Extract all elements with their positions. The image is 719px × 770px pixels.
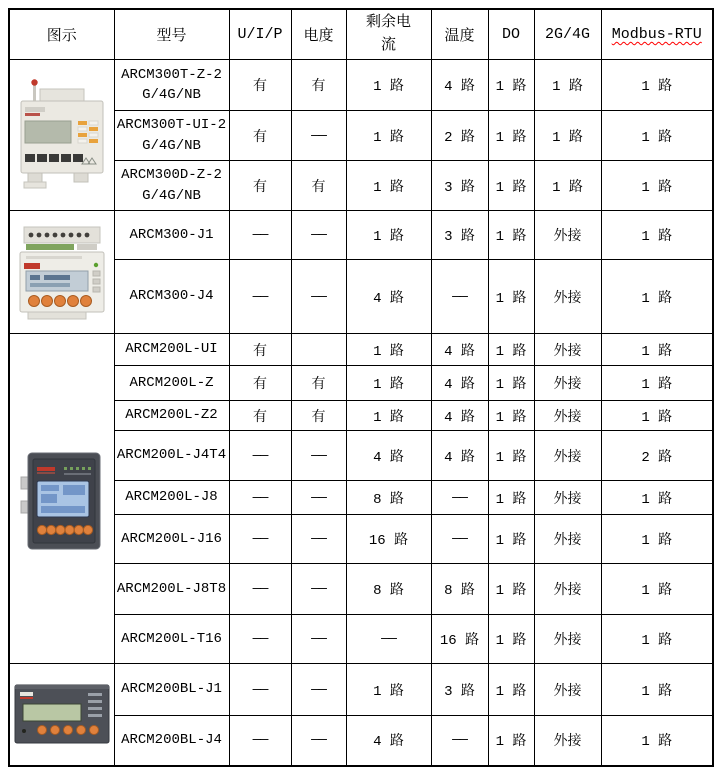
network-cell: 外接 <box>534 260 601 334</box>
network-cell: 外接 <box>534 716 601 766</box>
residual-current-cell: 1 路 <box>346 366 431 401</box>
temperature-cell: 4 路 <box>431 334 488 366</box>
table-row <box>9 515 713 564</box>
model-cell: ARCM200BL-J4 <box>114 716 229 766</box>
col-header-do: DO <box>488 9 534 60</box>
uip-cell: 有 <box>229 111 291 161</box>
temperature-cell: 4 路 <box>431 431 488 481</box>
modbus-cell: 1 路 <box>601 515 713 564</box>
table-row <box>9 260 713 334</box>
modbus-cell: 1 路 <box>601 564 713 615</box>
energy-cell: —— <box>291 564 346 615</box>
do-cell: 1 路 <box>488 211 534 260</box>
uip-cell: 有 <box>229 161 291 211</box>
temperature-cell: 4 路 <box>431 60 488 111</box>
modbus-rtu-label: Modbus-RTU <box>611 26 702 43</box>
col-header-modbus-rtu <box>601 9 713 60</box>
device-image-arcm200l-panel-meter <box>20 443 104 555</box>
temperature-cell: 16 路 <box>431 615 488 664</box>
table-row <box>9 716 713 766</box>
modbus-cell: 2 路 <box>601 431 713 481</box>
residual-current-label: 剩余电流 <box>366 14 412 54</box>
residual-current-cell: 16 路 <box>346 515 431 564</box>
temperature-cell: 2 路 <box>431 111 488 161</box>
energy-cell: 有 <box>291 401 346 431</box>
model-cell: ARCM300D-Z-2G/4G/NB <box>114 161 229 211</box>
device-spec-table <box>8 8 714 767</box>
network-cell: 外接 <box>534 615 601 664</box>
do-cell: 1 路 <box>488 481 534 515</box>
col-header-model: 型号 <box>114 9 229 60</box>
network-cell: 1 路 <box>534 111 601 161</box>
model-cell: ARCM200L-Z2 <box>114 401 229 431</box>
temperature-cell: 8 路 <box>431 564 488 615</box>
energy-cell: 有 <box>291 60 346 111</box>
model-cell: ARCM200L-J16 <box>114 515 229 564</box>
device-image-cell <box>9 334 114 664</box>
network-cell: 外接 <box>534 481 601 515</box>
table-row <box>9 431 713 481</box>
residual-current-cell: 8 路 <box>346 564 431 615</box>
residual-current-cell: 1 路 <box>346 161 431 211</box>
modbus-cell: 1 路 <box>601 161 713 211</box>
uip-cell: —— <box>229 564 291 615</box>
do-cell: 1 路 <box>488 161 534 211</box>
energy-cell: —— <box>291 716 346 766</box>
network-cell: 外接 <box>534 366 601 401</box>
uip-cell: —— <box>229 716 291 766</box>
modbus-cell: 1 路 <box>601 664 713 716</box>
do-cell: 1 路 <box>488 515 534 564</box>
uip-cell: —— <box>229 664 291 716</box>
network-cell: 外接 <box>534 334 601 366</box>
network-cell: 外接 <box>534 664 601 716</box>
temperature-cell: 3 路 <box>431 211 488 260</box>
modbus-cell: 1 路 <box>601 334 713 366</box>
temperature-cell: 3 路 <box>431 664 488 716</box>
modbus-cell: 1 路 <box>601 481 713 515</box>
energy-cell: —— <box>291 111 346 161</box>
network-cell: 1 路 <box>534 60 601 111</box>
model-cell: ARCM200L-Z <box>114 366 229 401</box>
network-cell: 1 路 <box>534 161 601 211</box>
do-cell: 1 路 <box>488 366 534 401</box>
residual-current-cell: 1 路 <box>346 60 431 111</box>
col-header-energy: 电度 <box>291 9 346 60</box>
energy-cell: —— <box>291 260 346 334</box>
do-cell: 1 路 <box>488 564 534 615</box>
energy-cell: 有 <box>291 161 346 211</box>
network-cell: 外接 <box>534 211 601 260</box>
do-cell: 1 路 <box>488 716 534 766</box>
modbus-cell: 1 路 <box>601 716 713 766</box>
temperature-cell: —— <box>431 716 488 766</box>
residual-current-cell: 1 路 <box>346 334 431 366</box>
do-cell: 1 路 <box>488 111 534 161</box>
table-row <box>9 664 713 716</box>
table-row <box>9 60 713 111</box>
table-row <box>9 211 713 260</box>
table-row <box>9 401 713 431</box>
uip-cell: —— <box>229 211 291 260</box>
network-cell: 外接 <box>534 431 601 481</box>
energy-cell: —— <box>291 211 346 260</box>
residual-current-cell: 1 路 <box>346 401 431 431</box>
energy-cell: —— <box>291 515 346 564</box>
table-row <box>9 111 713 161</box>
uip-cell: 有 <box>229 366 291 401</box>
table-row <box>9 334 713 366</box>
uip-cell: 有 <box>229 60 291 111</box>
col-header-uip: U/I/P <box>229 9 291 60</box>
model-cell: ARCM200L-T16 <box>114 615 229 664</box>
residual-current-cell: 4 路 <box>346 716 431 766</box>
device-image-cell <box>9 211 114 334</box>
table-row <box>9 564 713 615</box>
residual-current-cell: 4 路 <box>346 260 431 334</box>
model-cell: ARCM200L-UI <box>114 334 229 366</box>
device-image-arcm200bl-controller <box>12 681 112 747</box>
device-image-arcm300j-din-meter <box>14 219 110 325</box>
device-image-arcm300-din-meter-antenna <box>16 76 108 194</box>
residual-current-cell: —— <box>346 615 431 664</box>
temperature-cell: —— <box>431 481 488 515</box>
model-cell: ARCM300-J1 <box>114 211 229 260</box>
uip-cell: —— <box>229 615 291 664</box>
residual-current-cell: 1 路 <box>346 211 431 260</box>
network-cell: 外接 <box>534 564 601 615</box>
model-cell: ARCM300-J4 <box>114 260 229 334</box>
modbus-cell: 1 路 <box>601 260 713 334</box>
do-cell: 1 路 <box>488 401 534 431</box>
uip-cell: 有 <box>229 334 291 366</box>
modbus-cell: 1 路 <box>601 111 713 161</box>
model-cell: ARCM200L-J8T8 <box>114 564 229 615</box>
device-image-cell <box>9 60 114 211</box>
modbus-cell: 1 路 <box>601 615 713 664</box>
col-header-residual-current <box>346 9 431 60</box>
temperature-cell: 4 路 <box>431 401 488 431</box>
model-cell: ARCM300T-UI-2G/4G/NB <box>114 111 229 161</box>
model-cell: ARCM200L-J4T4 <box>114 431 229 481</box>
energy-cell: —— <box>291 481 346 515</box>
col-header-temperature: 温度 <box>431 9 488 60</box>
temperature-cell: 3 路 <box>431 161 488 211</box>
uip-cell: —— <box>229 515 291 564</box>
device-image-cell <box>9 664 114 766</box>
energy-cell <box>291 334 346 366</box>
energy-cell: —— <box>291 431 346 481</box>
energy-cell: —— <box>291 615 346 664</box>
do-cell: 1 路 <box>488 260 534 334</box>
modbus-cell: 1 路 <box>601 211 713 260</box>
do-cell: 1 路 <box>488 431 534 481</box>
uip-cell: —— <box>229 481 291 515</box>
residual-current-cell: 4 路 <box>346 431 431 481</box>
temperature-cell: —— <box>431 260 488 334</box>
table-row <box>9 161 713 211</box>
uip-cell: 有 <box>229 401 291 431</box>
residual-current-cell: 1 路 <box>346 664 431 716</box>
modbus-cell: 1 路 <box>601 401 713 431</box>
modbus-cell: 1 路 <box>601 60 713 111</box>
do-cell: 1 路 <box>488 334 534 366</box>
do-cell: 1 路 <box>488 60 534 111</box>
uip-cell: —— <box>229 431 291 481</box>
uip-cell: —— <box>229 260 291 334</box>
network-cell: 外接 <box>534 515 601 564</box>
temperature-cell: 4 路 <box>431 366 488 401</box>
energy-cell: —— <box>291 664 346 716</box>
table-row <box>9 366 713 401</box>
do-cell: 1 路 <box>488 664 534 716</box>
header-row <box>9 9 713 60</box>
temperature-cell: —— <box>431 515 488 564</box>
do-cell: 1 路 <box>488 615 534 664</box>
table-row <box>9 481 713 515</box>
col-header-image: 图示 <box>9 9 114 60</box>
modbus-cell: 1 路 <box>601 366 713 401</box>
model-cell: ARCM200BL-J1 <box>114 664 229 716</box>
network-cell: 外接 <box>534 401 601 431</box>
table-row <box>9 615 713 664</box>
col-header-2g4g: 2G/4G <box>534 9 601 60</box>
model-cell: ARCM200L-J8 <box>114 481 229 515</box>
model-cell: ARCM300T-Z-2G/4G/NB <box>114 60 229 111</box>
residual-current-cell: 1 路 <box>346 111 431 161</box>
residual-current-cell: 8 路 <box>346 481 431 515</box>
energy-cell: 有 <box>291 366 346 401</box>
